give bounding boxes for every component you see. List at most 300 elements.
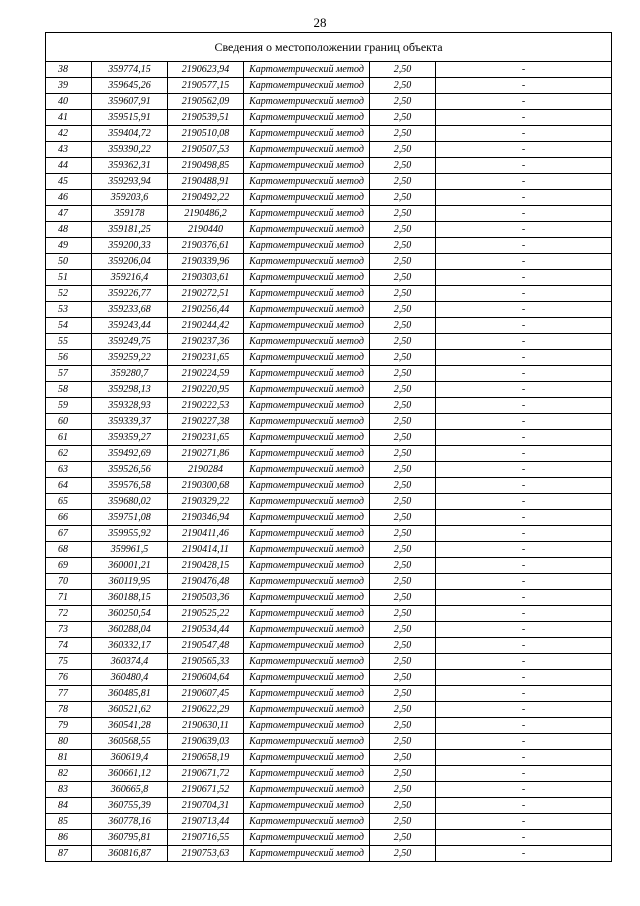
point-number-cell: 43 <box>46 142 92 158</box>
note-cell: - <box>436 478 612 494</box>
y-coordinate-cell: 2190713,44 <box>168 814 244 830</box>
y-coordinate-cell: 2190244,42 <box>168 318 244 334</box>
y-coordinate-cell: 2190486,2 <box>168 206 244 222</box>
x-coordinate-cell: 359607,91 <box>92 94 168 110</box>
accuracy-cell: 2,50 <box>370 286 436 302</box>
x-coordinate-cell: 359515,91 <box>92 110 168 126</box>
point-number-cell: 49 <box>46 238 92 254</box>
x-coordinate-cell: 359259,22 <box>92 350 168 366</box>
method-cell: Картометрический метод <box>244 110 370 126</box>
note-cell: - <box>436 94 612 110</box>
method-cell: Картометрический метод <box>244 478 370 494</box>
table-row <box>46 654 612 670</box>
method-cell: Картометрический метод <box>244 286 370 302</box>
point-number-cell: 80 <box>46 734 92 750</box>
note-cell: - <box>436 462 612 478</box>
method-cell: Картометрический метод <box>244 414 370 430</box>
accuracy-cell: 2,50 <box>370 558 436 574</box>
method-cell: Картометрический метод <box>244 142 370 158</box>
y-coordinate-cell: 2190498,85 <box>168 158 244 174</box>
x-coordinate-cell: 359203,6 <box>92 190 168 206</box>
accuracy-cell: 2,50 <box>370 622 436 638</box>
accuracy-cell: 2,50 <box>370 222 436 238</box>
y-coordinate-cell: 2190671,72 <box>168 766 244 782</box>
note-cell: - <box>436 766 612 782</box>
method-cell: Картометрический метод <box>244 446 370 462</box>
x-coordinate-cell: 360001,21 <box>92 558 168 574</box>
point-number-cell: 48 <box>46 222 92 238</box>
y-coordinate-cell: 2190510,08 <box>168 126 244 142</box>
accuracy-cell: 2,50 <box>370 174 436 190</box>
table-row <box>46 478 612 494</box>
method-cell: Картометрический метод <box>244 830 370 846</box>
x-coordinate-cell: 360541,28 <box>92 718 168 734</box>
table-row <box>46 750 612 766</box>
x-coordinate-cell: 359200,33 <box>92 238 168 254</box>
point-number-cell: 62 <box>46 446 92 462</box>
x-coordinate-cell: 360250,54 <box>92 606 168 622</box>
note-cell: - <box>436 350 612 366</box>
y-coordinate-cell: 2190440 <box>168 222 244 238</box>
point-number-cell: 69 <box>46 558 92 574</box>
accuracy-cell: 2,50 <box>370 494 436 510</box>
point-number-cell: 85 <box>46 814 92 830</box>
note-cell: - <box>436 190 612 206</box>
accuracy-cell: 2,50 <box>370 78 436 94</box>
x-coordinate-cell: 359362,31 <box>92 158 168 174</box>
method-cell: Картометрический метод <box>244 174 370 190</box>
y-coordinate-cell: 2190222,53 <box>168 398 244 414</box>
point-number-cell: 70 <box>46 574 92 590</box>
x-coordinate-cell: 359339,37 <box>92 414 168 430</box>
note-cell: - <box>436 718 612 734</box>
point-number-cell: 58 <box>46 382 92 398</box>
y-coordinate-cell: 2190414,11 <box>168 542 244 558</box>
x-coordinate-cell: 360665,8 <box>92 782 168 798</box>
page-number: 28 <box>313 15 327 30</box>
table-row <box>46 254 612 270</box>
accuracy-cell: 2,50 <box>370 382 436 398</box>
x-coordinate-cell: 359390,22 <box>92 142 168 158</box>
note-cell: - <box>436 638 612 654</box>
x-coordinate-cell: 360778,16 <box>92 814 168 830</box>
y-coordinate-cell: 2190623,94 <box>168 62 244 78</box>
point-number-cell: 63 <box>46 462 92 478</box>
note-cell: - <box>436 542 612 558</box>
note-cell: - <box>436 670 612 686</box>
point-number-cell: 87 <box>46 846 92 862</box>
table-row <box>46 62 612 78</box>
accuracy-cell: 2,50 <box>370 830 436 846</box>
point-number-cell: 86 <box>46 830 92 846</box>
note-cell: - <box>436 142 612 158</box>
table-body <box>46 62 612 862</box>
method-cell: Картометрический метод <box>244 590 370 606</box>
method-cell: Картометрический метод <box>244 766 370 782</box>
accuracy-cell: 2,50 <box>370 334 436 350</box>
x-coordinate-cell: 360661,12 <box>92 766 168 782</box>
point-number-cell: 72 <box>46 606 92 622</box>
x-coordinate-cell: 359359,27 <box>92 430 168 446</box>
method-cell: Картометрический метод <box>244 734 370 750</box>
table-title-row <box>46 33 612 62</box>
method-cell: Картометрический метод <box>244 206 370 222</box>
point-number-cell: 77 <box>46 686 92 702</box>
point-number-cell: 41 <box>46 110 92 126</box>
boundary-table <box>45 32 612 862</box>
method-cell: Картометрический метод <box>244 302 370 318</box>
method-cell: Картометрический метод <box>244 78 370 94</box>
y-coordinate-cell: 2190272,51 <box>168 286 244 302</box>
accuracy-cell: 2,50 <box>370 110 436 126</box>
table-row <box>46 190 612 206</box>
accuracy-cell: 2,50 <box>370 158 436 174</box>
x-coordinate-cell: 360755,39 <box>92 798 168 814</box>
accuracy-cell: 2,50 <box>370 126 436 142</box>
note-cell: - <box>436 590 612 606</box>
table-row <box>46 494 612 510</box>
y-coordinate-cell: 2190492,22 <box>168 190 244 206</box>
method-cell: Картометрический метод <box>244 638 370 654</box>
table-row <box>46 430 612 446</box>
note-cell: - <box>436 238 612 254</box>
y-coordinate-cell: 2190300,68 <box>168 478 244 494</box>
note-cell: - <box>436 830 612 846</box>
table-row <box>46 462 612 478</box>
accuracy-cell: 2,50 <box>370 750 436 766</box>
note-cell: - <box>436 622 612 638</box>
table-row <box>46 766 612 782</box>
x-coordinate-cell: 359181,25 <box>92 222 168 238</box>
method-cell: Картометрический метод <box>244 494 370 510</box>
x-coordinate-cell: 359645,26 <box>92 78 168 94</box>
y-coordinate-cell: 2190562,09 <box>168 94 244 110</box>
method-cell: Картометрический метод <box>244 782 370 798</box>
y-coordinate-cell: 2190525,22 <box>168 606 244 622</box>
note-cell: - <box>436 814 612 830</box>
method-cell: Картометрический метод <box>244 270 370 286</box>
point-number-cell: 57 <box>46 366 92 382</box>
y-coordinate-cell: 2190376,61 <box>168 238 244 254</box>
table-row <box>46 686 612 702</box>
accuracy-cell: 2,50 <box>370 782 436 798</box>
table-row <box>46 366 612 382</box>
y-coordinate-cell: 2190346,94 <box>168 510 244 526</box>
accuracy-cell: 2,50 <box>370 798 436 814</box>
method-cell: Картометрический метод <box>244 366 370 382</box>
point-number-cell: 64 <box>46 478 92 494</box>
accuracy-cell: 2,50 <box>370 718 436 734</box>
method-cell: Картометрический метод <box>244 222 370 238</box>
note-cell: - <box>436 686 612 702</box>
y-coordinate-cell: 2190256,44 <box>168 302 244 318</box>
accuracy-cell: 2,50 <box>370 638 436 654</box>
accuracy-cell: 2,50 <box>370 254 436 270</box>
note-cell: - <box>436 110 612 126</box>
x-coordinate-cell: 359576,58 <box>92 478 168 494</box>
accuracy-cell: 2,50 <box>370 62 436 78</box>
x-coordinate-cell: 360795,81 <box>92 830 168 846</box>
x-coordinate-cell: 359751,08 <box>92 510 168 526</box>
note-cell: - <box>436 62 612 78</box>
point-number-cell: 79 <box>46 718 92 734</box>
point-number-cell: 67 <box>46 526 92 542</box>
accuracy-cell: 2,50 <box>370 350 436 366</box>
note-cell: - <box>436 398 612 414</box>
table-row <box>46 702 612 718</box>
method-cell: Картометрический метод <box>244 718 370 734</box>
method-cell: Картометрический метод <box>244 158 370 174</box>
method-cell: Картометрический метод <box>244 654 370 670</box>
accuracy-cell: 2,50 <box>370 510 436 526</box>
note-cell: - <box>436 702 612 718</box>
y-coordinate-cell: 2190658,19 <box>168 750 244 766</box>
x-coordinate-cell: 359249,75 <box>92 334 168 350</box>
note-cell: - <box>436 526 612 542</box>
method-cell: Картометрический метод <box>244 94 370 110</box>
y-coordinate-cell: 2190339,96 <box>168 254 244 270</box>
point-number-cell: 50 <box>46 254 92 270</box>
note-cell: - <box>436 126 612 142</box>
y-coordinate-cell: 2190411,46 <box>168 526 244 542</box>
point-number-cell: 66 <box>46 510 92 526</box>
point-number-cell: 47 <box>46 206 92 222</box>
accuracy-cell: 2,50 <box>370 654 436 670</box>
method-cell: Картометрический метод <box>244 510 370 526</box>
point-number-cell: 61 <box>46 430 92 446</box>
method-cell: Картометрический метод <box>244 702 370 718</box>
accuracy-cell: 2,50 <box>370 526 436 542</box>
point-number-cell: 68 <box>46 542 92 558</box>
note-cell: - <box>436 270 612 286</box>
x-coordinate-cell: 359526,56 <box>92 462 168 478</box>
method-cell: Картометрический метод <box>244 398 370 414</box>
x-coordinate-cell: 360816,87 <box>92 846 168 862</box>
accuracy-cell: 2,50 <box>370 414 436 430</box>
point-number-cell: 44 <box>46 158 92 174</box>
point-number-cell: 73 <box>46 622 92 638</box>
point-number-cell: 65 <box>46 494 92 510</box>
point-number-cell: 45 <box>46 174 92 190</box>
y-coordinate-cell: 2190565,33 <box>168 654 244 670</box>
accuracy-cell: 2,50 <box>370 606 436 622</box>
point-number-cell: 52 <box>46 286 92 302</box>
note-cell: - <box>436 286 612 302</box>
y-coordinate-cell: 2190271,86 <box>168 446 244 462</box>
accuracy-cell: 2,50 <box>370 430 436 446</box>
note-cell: - <box>436 78 612 94</box>
x-coordinate-cell: 359206,04 <box>92 254 168 270</box>
x-coordinate-cell: 360288,04 <box>92 622 168 638</box>
note-cell: - <box>436 798 612 814</box>
x-coordinate-cell: 359328,93 <box>92 398 168 414</box>
note-cell: - <box>436 382 612 398</box>
note-cell: - <box>436 254 612 270</box>
note-cell: - <box>436 158 612 174</box>
point-number-cell: 46 <box>46 190 92 206</box>
y-coordinate-cell: 2190428,15 <box>168 558 244 574</box>
table-row <box>46 590 612 606</box>
table-row <box>46 286 612 302</box>
table-row <box>46 718 612 734</box>
table-row <box>46 446 612 462</box>
x-coordinate-cell: 359298,13 <box>92 382 168 398</box>
x-coordinate-cell: 359280,7 <box>92 366 168 382</box>
point-number-cell: 74 <box>46 638 92 654</box>
table-row <box>46 78 612 94</box>
note-cell: - <box>436 302 612 318</box>
y-coordinate-cell: 2190284 <box>168 462 244 478</box>
note-cell: - <box>436 430 612 446</box>
point-number-cell: 82 <box>46 766 92 782</box>
table-row <box>46 846 612 862</box>
method-cell: Картометрический метод <box>244 814 370 830</box>
table-row <box>46 830 612 846</box>
y-coordinate-cell: 2190488,91 <box>168 174 244 190</box>
point-number-cell: 54 <box>46 318 92 334</box>
x-coordinate-cell: 359404,72 <box>92 126 168 142</box>
method-cell: Картометрический метод <box>244 622 370 638</box>
method-cell: Картометрический метод <box>244 462 370 478</box>
point-number-cell: 53 <box>46 302 92 318</box>
table-row <box>46 606 612 622</box>
point-number-cell: 39 <box>46 78 92 94</box>
x-coordinate-cell: 359226,77 <box>92 286 168 302</box>
note-cell: - <box>436 510 612 526</box>
accuracy-cell: 2,50 <box>370 478 436 494</box>
accuracy-cell: 2,50 <box>370 190 436 206</box>
y-coordinate-cell: 2190539,51 <box>168 110 244 126</box>
x-coordinate-cell: 360332,17 <box>92 638 168 654</box>
table-row <box>46 414 612 430</box>
y-coordinate-cell: 2190227,38 <box>168 414 244 430</box>
method-cell: Картометрический метод <box>244 750 370 766</box>
note-cell: - <box>436 174 612 190</box>
table-row <box>46 126 612 142</box>
y-coordinate-cell: 2190639,03 <box>168 734 244 750</box>
point-number-cell: 75 <box>46 654 92 670</box>
accuracy-cell: 2,50 <box>370 302 436 318</box>
x-coordinate-cell: 360619,4 <box>92 750 168 766</box>
y-coordinate-cell: 2190329,22 <box>168 494 244 510</box>
note-cell: - <box>436 846 612 862</box>
point-number-cell: 51 <box>46 270 92 286</box>
accuracy-cell: 2,50 <box>370 670 436 686</box>
table-row <box>46 510 612 526</box>
table-row <box>46 158 612 174</box>
accuracy-cell: 2,50 <box>370 702 436 718</box>
table-title: Сведения о местоположении границ объекта <box>46 33 612 62</box>
accuracy-cell: 2,50 <box>370 238 436 254</box>
note-cell: - <box>436 574 612 590</box>
point-number-cell: 83 <box>46 782 92 798</box>
note-cell: - <box>436 606 612 622</box>
method-cell: Картометрический метод <box>244 350 370 366</box>
note-cell: - <box>436 318 612 334</box>
x-coordinate-cell: 360480,4 <box>92 670 168 686</box>
y-coordinate-cell: 2190716,55 <box>168 830 244 846</box>
table-row <box>46 302 612 318</box>
table-row <box>46 142 612 158</box>
table-row <box>46 798 612 814</box>
y-coordinate-cell: 2190224,59 <box>168 366 244 382</box>
x-coordinate-cell: 359680,02 <box>92 494 168 510</box>
y-coordinate-cell: 2190671,52 <box>168 782 244 798</box>
table-row <box>46 174 612 190</box>
x-coordinate-cell: 359293,94 <box>92 174 168 190</box>
table-row <box>46 110 612 126</box>
point-number-cell: 38 <box>46 62 92 78</box>
accuracy-cell: 2,50 <box>370 206 436 222</box>
point-number-cell: 59 <box>46 398 92 414</box>
table-row <box>46 622 612 638</box>
note-cell: - <box>436 558 612 574</box>
method-cell: Картометрический метод <box>244 318 370 334</box>
point-number-cell: 55 <box>46 334 92 350</box>
y-coordinate-cell: 2190753,63 <box>168 846 244 862</box>
method-cell: Картометрический метод <box>244 238 370 254</box>
accuracy-cell: 2,50 <box>370 814 436 830</box>
y-coordinate-cell: 2190622,29 <box>168 702 244 718</box>
x-coordinate-cell: 360485,81 <box>92 686 168 702</box>
table-row <box>46 526 612 542</box>
y-coordinate-cell: 2190547,48 <box>168 638 244 654</box>
y-coordinate-cell: 2190507,53 <box>168 142 244 158</box>
x-coordinate-cell: 359216,4 <box>92 270 168 286</box>
table-row <box>46 558 612 574</box>
method-cell: Картометрический метод <box>244 334 370 350</box>
x-coordinate-cell: 359961,5 <box>92 542 168 558</box>
note-cell: - <box>436 734 612 750</box>
note-cell: - <box>436 494 612 510</box>
note-cell: - <box>436 750 612 766</box>
x-coordinate-cell: 359178 <box>92 206 168 222</box>
table-row <box>46 398 612 414</box>
y-coordinate-cell: 2190704,31 <box>168 798 244 814</box>
note-cell: - <box>436 414 612 430</box>
accuracy-cell: 2,50 <box>370 542 436 558</box>
method-cell: Картометрический метод <box>244 382 370 398</box>
y-coordinate-cell: 2190607,45 <box>168 686 244 702</box>
table-row <box>46 94 612 110</box>
x-coordinate-cell: 359492,69 <box>92 446 168 462</box>
x-coordinate-cell: 359233,68 <box>92 302 168 318</box>
table-row <box>46 670 612 686</box>
y-coordinate-cell: 2190577,15 <box>168 78 244 94</box>
table-row <box>46 222 612 238</box>
method-cell: Картометрический метод <box>244 254 370 270</box>
point-number-cell: 42 <box>46 126 92 142</box>
table-row <box>46 382 612 398</box>
point-number-cell: 81 <box>46 750 92 766</box>
y-coordinate-cell: 2190630,11 <box>168 718 244 734</box>
note-cell: - <box>436 446 612 462</box>
accuracy-cell: 2,50 <box>370 686 436 702</box>
y-coordinate-cell: 2190604,64 <box>168 670 244 686</box>
table-row <box>46 350 612 366</box>
method-cell: Картометрический метод <box>244 574 370 590</box>
accuracy-cell: 2,50 <box>370 446 436 462</box>
y-coordinate-cell: 2190231,65 <box>168 350 244 366</box>
x-coordinate-cell: 360188,15 <box>92 590 168 606</box>
table-row <box>46 638 612 654</box>
point-number-cell: 84 <box>46 798 92 814</box>
method-cell: Картометрический метод <box>244 558 370 574</box>
y-coordinate-cell: 2190220,95 <box>168 382 244 398</box>
accuracy-cell: 2,50 <box>370 846 436 862</box>
method-cell: Картометрический метод <box>244 846 370 862</box>
method-cell: Картометрический метод <box>244 430 370 446</box>
